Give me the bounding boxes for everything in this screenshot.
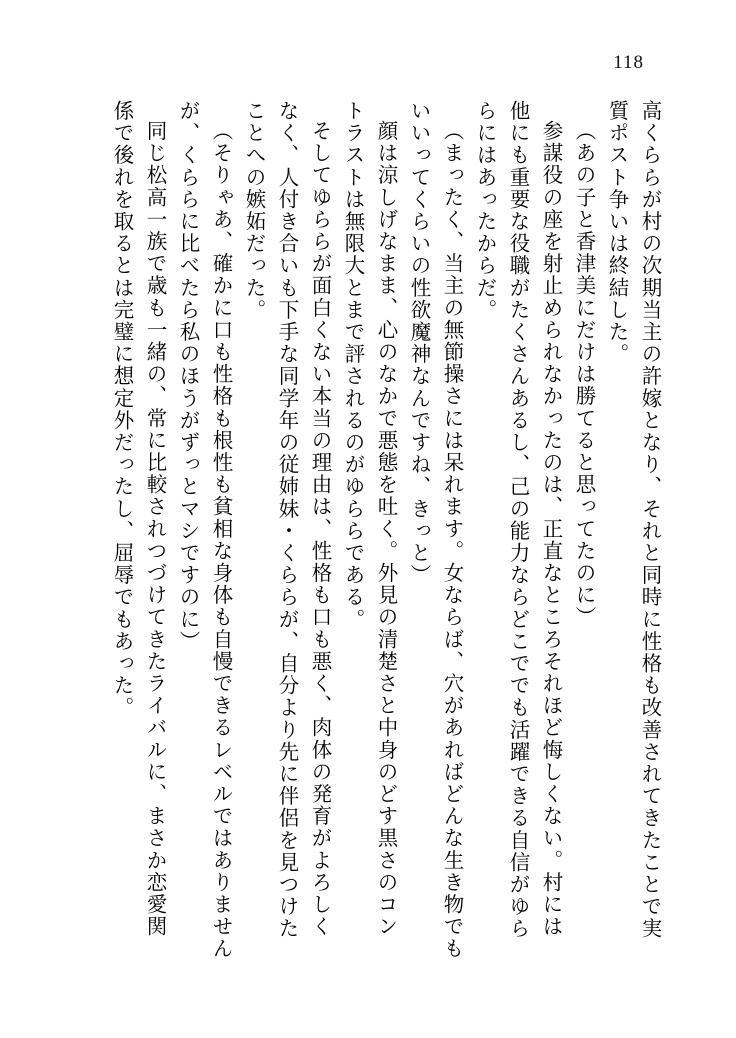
text-column: らにはあったからだ。 <box>473 100 497 321</box>
text-column: トラストは無限大とまで評されるのがゆららである。 <box>341 100 365 631</box>
page-number: 118 <box>613 52 644 73</box>
text-column: なく、人付き合いも下手な同学年の従姉妹・くららが、自分より先に伴侶を見つけた <box>275 100 299 940</box>
text-column: （まったく、当主の無節操さには呆れます。女ならば、穴があればどんな生き物でも <box>440 120 464 960</box>
text-column: そしてゆららが面白くない本当の理由は、性格も口も悪く、肉体の発育がよろしく <box>308 120 332 938</box>
text-column: 顔は涼しげなまま、心のなかで悪態を吐く。外見の清楚さと中身のどす黒さのコン <box>374 120 398 938</box>
text-column: 質ポスト争いは終結した。 <box>605 100 629 366</box>
text-column: が、くららに比べたら私のほうがずっとマシですのに） <box>176 100 200 653</box>
text-column: ことへの嫉妬だった。 <box>242 100 266 321</box>
text-column: 高くららが村の次期当主の許嫁となり、それと同時に性格も改善されてきたことで実 <box>638 100 662 940</box>
text-column: 同じ松高一族で歳も一緒の、常に比較されつづけてきたライバルに、まさか恋愛関 <box>143 120 167 938</box>
text-column: 係で後れを取るとは完璧に想定外だったし、屈辱でもあった。 <box>110 100 134 719</box>
text-column: （そりゃあ、確かに口も性格も根性も貧相な身体も自慢できるレベルではありません <box>209 120 233 960</box>
vertical-text-body <box>72 100 660 960</box>
text-column: （あの子と香津美にだけは勝てると思ってたのに） <box>572 120 596 629</box>
text-column: 他にも重要な役職がたくさんあるし、己の能力ならどこででも活躍できる自信がゆら <box>506 100 530 940</box>
text-column: いいってくらいの性欲魔神なんですね、きっと） <box>407 100 431 587</box>
text-column: 参謀役の座を射止められなかったのは、正直なところそれほど悔しくない。村には <box>539 120 563 938</box>
